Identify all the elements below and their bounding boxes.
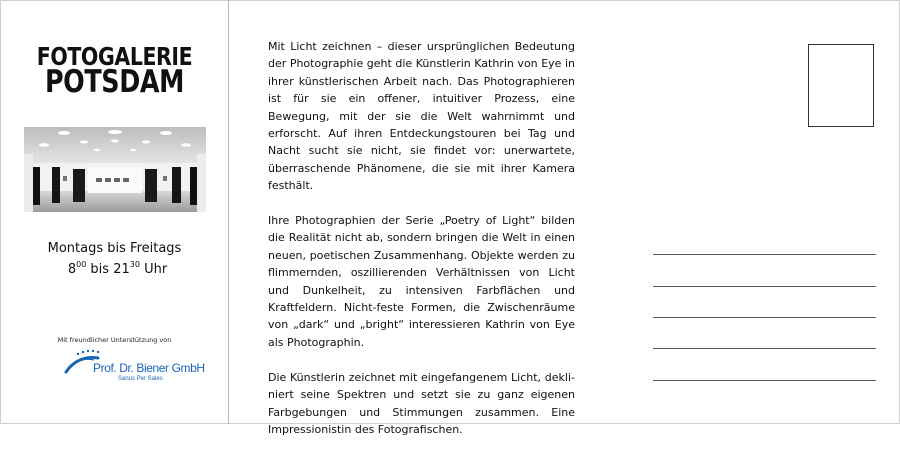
close-hour: 21: [113, 262, 130, 277]
postcard-front-panel: [0, 0, 229, 424]
gallery-title-line1: FOTOGALERIE: [36, 42, 193, 71]
exhibition-description: [268, 38, 575, 456]
description-paragraph-2: Ihre Photographien der Serie „Poetry of Light“ bilden die Realität nicht ab, sondern bringen die Welt in einen neuen, poetischen Zusammenhang. Objekte werden zu flimmernden, oszillierenden Verhältnissen von Licht und Dunkelheit, zu intensiven Farbflächen und Kraftfeldern. Nicht-feste Formen, die Zwischenräume von „dark“ und „bright“ interessieren Kathrin von Eye als Photographin.: [268, 214, 575, 349]
hours-separator: bis: [86, 262, 114, 277]
hours-suffix: Uhr: [139, 262, 168, 277]
opening-days: Montags bis Freitags: [47, 241, 182, 256]
address-line: [653, 254, 876, 255]
gallery-interior-image: [24, 127, 206, 212]
open-hour: 8: [67, 262, 77, 277]
address-line: [653, 348, 876, 349]
open-minutes: 00: [76, 260, 87, 269]
description-paragraph-1: Mit Licht zeichnen – dieser ursprünglichen Bedeutung der Photographie geht die Künstlerin Kathrin von Eye in ihrer künstlerischen Arbeit nach. Das Photographieren ist für sie ein offener, intuitiver Prozess, eine Bewegung, mit der sie die Welt wahrnimmt und erforscht. Auf ihren Entdeckungstouren bei Tag und Nacht sucht sie nicht, sie findet vor: unerwartete, überraschende Phänomene, die sie mit ihrer Kamera festhält.: [268, 40, 575, 193]
close-minutes: 30: [129, 260, 140, 269]
description-paragraph-3: Die Künstlerin zeichnet mit eingefangenem Licht, dekliniert seine Spektren und setzt sie zu ganz eigenen Farbgebungen und Stimmungen zusammen. Eine Impressionistin des Fotografischen.: [268, 370, 575, 436]
stamp-box: [808, 44, 874, 127]
sponsor-tagline: Sanus Per Sales: [118, 376, 163, 382]
gallery-title-line2: POTSDAM: [44, 64, 185, 100]
gallery-photo: [24, 127, 206, 212]
sponsor-name: Prof. Dr. Biener GmbH: [93, 361, 205, 375]
opening-times: [3, 260, 232, 277]
address-line: [653, 317, 876, 318]
sponsor-note: Mit freundlicher Unterstützung von: [57, 336, 172, 344]
sponsor-logo: [64, 346, 205, 386]
address-line: [653, 380, 876, 381]
address-line: [653, 286, 876, 287]
